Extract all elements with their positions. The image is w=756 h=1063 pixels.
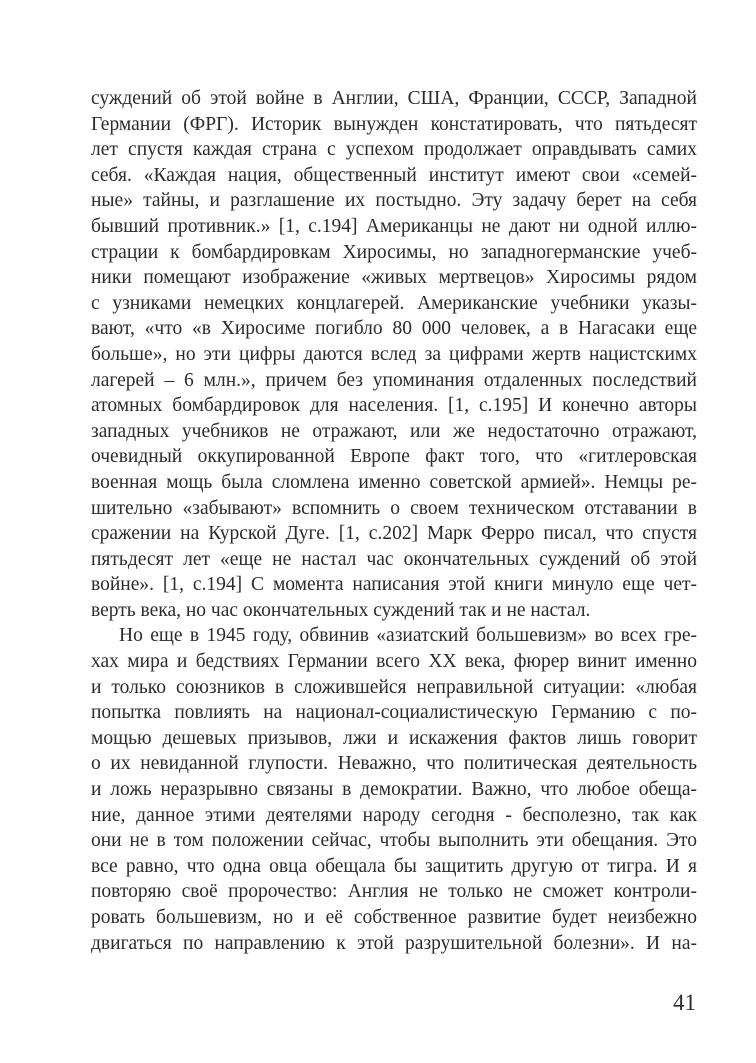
text-line: повторяю своё пророчество: Англия не только не сможет контроли- (91, 881, 697, 903)
text-line: ние, данное этими деятелями народу сегодня - бесполезно, так как (91, 804, 697, 826)
text-line: попытка повлиять на национал-социалистическую Германию с по- (91, 702, 697, 724)
text-line: ровать большевизм, но и её собственное развитие будет неизбежно (91, 907, 697, 928)
text-line: военная мощь была сломлена именно советской армией». Немцы ре- (91, 471, 697, 493)
text-line: очевидный оккупированной Европе факт того, что «гитлеровская (91, 446, 697, 468)
text-line: сражении на Курской Дуге. [1, с.202] Марк Ферро писал, что спустя (91, 523, 697, 545)
text-line: двигаться по направлению к этой разрушительной болезни». И на- (91, 932, 697, 954)
text-line: шительно «забывают» вспомнить о своем техническом отставании в (91, 497, 697, 519)
text-line: вают, «что «в Хиросиме погибло 80 000 человек, а в Нагасаки еще (91, 318, 697, 340)
text-line: хах мира и бедствиях Германии всего ХХ века, фюрер винит именно (91, 651, 697, 673)
paragraph-end-line: верть века, но час окончательных суждений так и не настал. (91, 599, 591, 621)
text-line: и ложь неразрывно связаны в демократии. Важно, что любое обеща- (91, 779, 697, 801)
paragraph-start-line: Но еще в 1945 году, обвинив «азиатский большевизм» во всех гре- (119, 625, 697, 647)
text-line: Германии (ФРГ). Историк вынужден констатировать, что пятьдесят (91, 113, 697, 135)
text-line: все равно, что одна овца обещала бы защитить другую от тигра. И я (91, 855, 697, 877)
text-line: войне». [1, с.194] С момента написания этой книги минуло еще чет- (91, 574, 697, 596)
page-number: 41 (673, 990, 696, 1015)
text-line: пятьдесят лет «еще не настал час окончательных суждений об этой (91, 548, 697, 570)
text-line: о их невиданной глупости. Неважно, что политическая деятельность (91, 753, 697, 775)
text-line: ники помещают изображение «живых мертвецов» Хиросимы рядом (91, 267, 697, 289)
text-line: атомных бомбардировок для населения. [1, с.195] И конечно авторы (91, 395, 697, 417)
text-line: и только союзников в сложившейся неправильной ситуации: «любая (91, 676, 697, 698)
text-line: бывший противник.» [1, с.194] Американцы не дают ни одной иллю- (91, 215, 697, 237)
text-line: лет спустя каждая страна с успехом продолжает оправдывать самих (91, 139, 697, 161)
text-line: они не в том положении сейчас, чтобы выполнить эти обещания. Это (91, 830, 697, 852)
text-line: лагерей – 6 млн.», причем без упоминания отдаленных последствий (91, 369, 697, 391)
text-line: больше», но эти цифры даются вслед за цифрами жертв нацистскимх (91, 343, 697, 365)
text-line: себя. «Каждая нация, общественный институт имеют свои «семей- (91, 164, 697, 186)
text-line: суждений об этой войне в Англии, США, Франции, СССР, Западной (91, 88, 697, 109)
body-text (91, 86, 697, 956)
text-line: западных учебников не отражают, или же недостаточно отражают, (91, 420, 697, 442)
text-line: ные» тайны, и разглашение их постыдно. Эту задачу берет на себя (91, 190, 697, 212)
text-line: мощью дешевых призывов, лжи и искажения фактов лишь говорит (91, 727, 697, 749)
text-line: с узниками немецких концлагерей. Американские учебники указы- (91, 292, 697, 314)
text-line: страции к бомбардировкам Хиросимы, но западногерманские учеб- (91, 241, 697, 263)
